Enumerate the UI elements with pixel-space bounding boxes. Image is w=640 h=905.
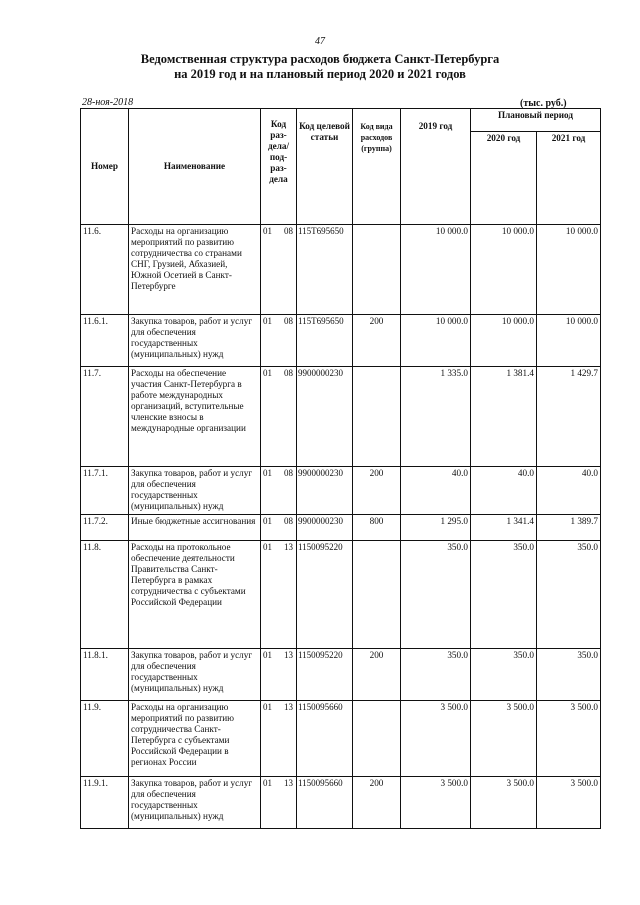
header-number: Номер xyxy=(81,109,129,225)
row-amount-2021: 3 500.0 xyxy=(537,701,601,777)
row-kcs: 9900000230 xyxy=(297,515,353,541)
header-2021: 2021 год xyxy=(537,132,601,225)
row-razdel-code: 01 xyxy=(263,468,272,478)
row-name: Закупка товаров, работ и услуг для обеспечения государственных (муниципальных) нужд xyxy=(129,315,261,367)
row-name: Иные бюджетные ассигнования xyxy=(129,515,261,541)
row-podrazdel-code: 08 xyxy=(284,226,293,236)
header-name: Наименование xyxy=(129,109,261,225)
table-row xyxy=(81,649,601,701)
row-number: 11.7. xyxy=(81,367,129,467)
row-kcs: 1150095220 xyxy=(297,649,353,701)
row-number: 11.6.1. xyxy=(81,315,129,367)
row-amount-2019: 350.0 xyxy=(401,541,471,649)
row-razdel xyxy=(261,467,297,515)
row-kcs: 1150095220 xyxy=(297,541,353,649)
row-number: 11.8.1. xyxy=(81,649,129,701)
row-kcs: 115Т695650 xyxy=(297,315,353,367)
row-amount-2021: 40.0 xyxy=(537,467,601,515)
row-amount-2020: 40.0 xyxy=(471,467,537,515)
table-row xyxy=(81,367,601,467)
row-number: 11.9.1. xyxy=(81,777,129,829)
row-podrazdel-code: 13 xyxy=(284,650,293,660)
row-amount-2020: 1 341.4 xyxy=(471,515,537,541)
row-amount-2021: 3 500.0 xyxy=(537,777,601,829)
row-podrazdel-code: 08 xyxy=(284,516,293,526)
table-row xyxy=(81,701,601,777)
row-kvr: 200 xyxy=(353,315,401,367)
document-title xyxy=(0,52,640,82)
row-kvr xyxy=(353,701,401,777)
table-row xyxy=(81,777,601,829)
row-amount-2021: 10 000.0 xyxy=(537,225,601,315)
title-line-1: Ведомственная структура расходов бюджета Санкт-Петербурга xyxy=(140,52,500,66)
row-amount-2021: 350.0 xyxy=(537,649,601,701)
table-body xyxy=(81,225,601,829)
row-kvr: 800 xyxy=(353,515,401,541)
row-kvr: 200 xyxy=(353,649,401,701)
table-row xyxy=(81,541,601,649)
row-amount-2020: 3 500.0 xyxy=(471,701,537,777)
row-podrazdel-code: 08 xyxy=(284,368,293,378)
row-amount-2019: 1 295.0 xyxy=(401,515,471,541)
row-name: Закупка товаров, работ и услуг для обеспечения государственных (муниципальных) нужд xyxy=(129,649,261,701)
table-row xyxy=(81,467,601,515)
row-kvr xyxy=(353,225,401,315)
row-amount-2019: 10 000.0 xyxy=(401,315,471,367)
row-podrazdel-code: 13 xyxy=(284,778,293,788)
row-razdel xyxy=(261,315,297,367)
table-header-row xyxy=(81,109,601,132)
row-name: Расходы на протокольное обеспечение деятельности Правительства Санкт-Петербурга в рамках сотрудничества с субъектами Российской Федерации xyxy=(129,541,261,649)
row-amount-2020: 3 500.0 xyxy=(471,777,537,829)
row-kcs: 1150095660 xyxy=(297,777,353,829)
row-razdel-code: 01 xyxy=(263,516,272,526)
row-razdel xyxy=(261,367,297,467)
row-number: 11.8. xyxy=(81,541,129,649)
row-amount-2021: 1 389.7 xyxy=(537,515,601,541)
row-razdel-code: 01 xyxy=(263,316,272,326)
page-number: 47 xyxy=(315,36,325,47)
row-kcs: 9900000230 xyxy=(297,467,353,515)
row-kcs: 115Т695650 xyxy=(297,225,353,315)
row-razdel xyxy=(261,225,297,315)
row-amount-2020: 10 000.0 xyxy=(471,225,537,315)
row-amount-2019: 1 335.0 xyxy=(401,367,471,467)
row-razdel xyxy=(261,649,297,701)
header-2019: 2019 год xyxy=(401,109,471,225)
row-amount-2020: 350.0 xyxy=(471,541,537,649)
row-razdel-code: 01 xyxy=(263,650,272,660)
row-number: 11.7.2. xyxy=(81,515,129,541)
row-name: Расходы на организацию мероприятий по развитию сотрудничества со странами СНГ, Грузией, Абхазией, Южной Осетией в Санкт-Петербурге xyxy=(129,225,261,315)
row-amount-2021: 1 429.7 xyxy=(537,367,601,467)
table-row xyxy=(81,315,601,367)
row-name: Расходы на обеспечение участия Санкт-Петербурга в работе международных организаций, вступительные членские взносы в международные организации xyxy=(129,367,261,467)
row-razdel-code: 01 xyxy=(263,542,272,552)
row-amount-2019: 10 000.0 xyxy=(401,225,471,315)
row-razdel-code: 01 xyxy=(263,226,272,236)
row-number: 11.9. xyxy=(81,701,129,777)
row-kvr: 200 xyxy=(353,467,401,515)
row-razdel xyxy=(261,515,297,541)
header-plan-period: Плановый период xyxy=(471,109,601,132)
table-row xyxy=(81,225,601,315)
document-date: 28-ноя-2018 xyxy=(82,97,134,108)
header-2020: 2020 год xyxy=(471,132,537,225)
units-label: (тыс. руб.) xyxy=(520,98,567,109)
row-razdel xyxy=(261,541,297,649)
row-name: Закупка товаров, работ и услуг для обеспечения государственных (муниципальных) нужд xyxy=(129,777,261,829)
row-razdel-code: 01 xyxy=(263,702,272,712)
row-amount-2020: 1 381.4 xyxy=(471,367,537,467)
header-razdel: Код раз- дела/ под- раз- дела xyxy=(261,109,297,225)
row-razdel xyxy=(261,777,297,829)
row-amount-2019: 3 500.0 xyxy=(401,701,471,777)
header-kcs: Код целевой статьи xyxy=(297,109,353,225)
row-razdel-code: 01 xyxy=(263,368,272,378)
header-kvr: Код вида расходов (группа) xyxy=(353,109,401,225)
row-podrazdel-code: 08 xyxy=(284,316,293,326)
row-kcs: 1150095660 xyxy=(297,701,353,777)
row-razdel-code: 01 xyxy=(263,778,272,788)
row-amount-2021: 350.0 xyxy=(537,541,601,649)
budget-table xyxy=(80,108,601,829)
row-kvr xyxy=(353,541,401,649)
row-amount-2020: 350.0 xyxy=(471,649,537,701)
row-amount-2019: 3 500.0 xyxy=(401,777,471,829)
row-number: 11.7.1. xyxy=(81,467,129,515)
row-name: Закупка товаров, работ и услуг для обеспечения государственных (муниципальных) нужд xyxy=(129,467,261,515)
title-line-2: на 2019 год и на плановый период 2020 и 2021 годов xyxy=(174,67,466,81)
row-kvr xyxy=(353,367,401,467)
row-amount-2020: 10 000.0 xyxy=(471,315,537,367)
row-podrazdel-code: 13 xyxy=(284,702,293,712)
row-name: Расходы на организацию мероприятий по развитию сотрудничества Санкт-Петербурга с субъектами Российской Федерации в регионах России xyxy=(129,701,261,777)
row-razdel xyxy=(261,701,297,777)
row-podrazdel-code: 13 xyxy=(284,542,293,552)
row-amount-2021: 10 000.0 xyxy=(537,315,601,367)
row-kvr: 200 xyxy=(353,777,401,829)
table-row xyxy=(81,515,601,541)
row-kcs: 9900000230 xyxy=(297,367,353,467)
row-number: 11.6. xyxy=(81,225,129,315)
row-podrazdel-code: 08 xyxy=(284,468,293,478)
row-amount-2019: 40.0 xyxy=(401,467,471,515)
row-amount-2019: 350.0 xyxy=(401,649,471,701)
